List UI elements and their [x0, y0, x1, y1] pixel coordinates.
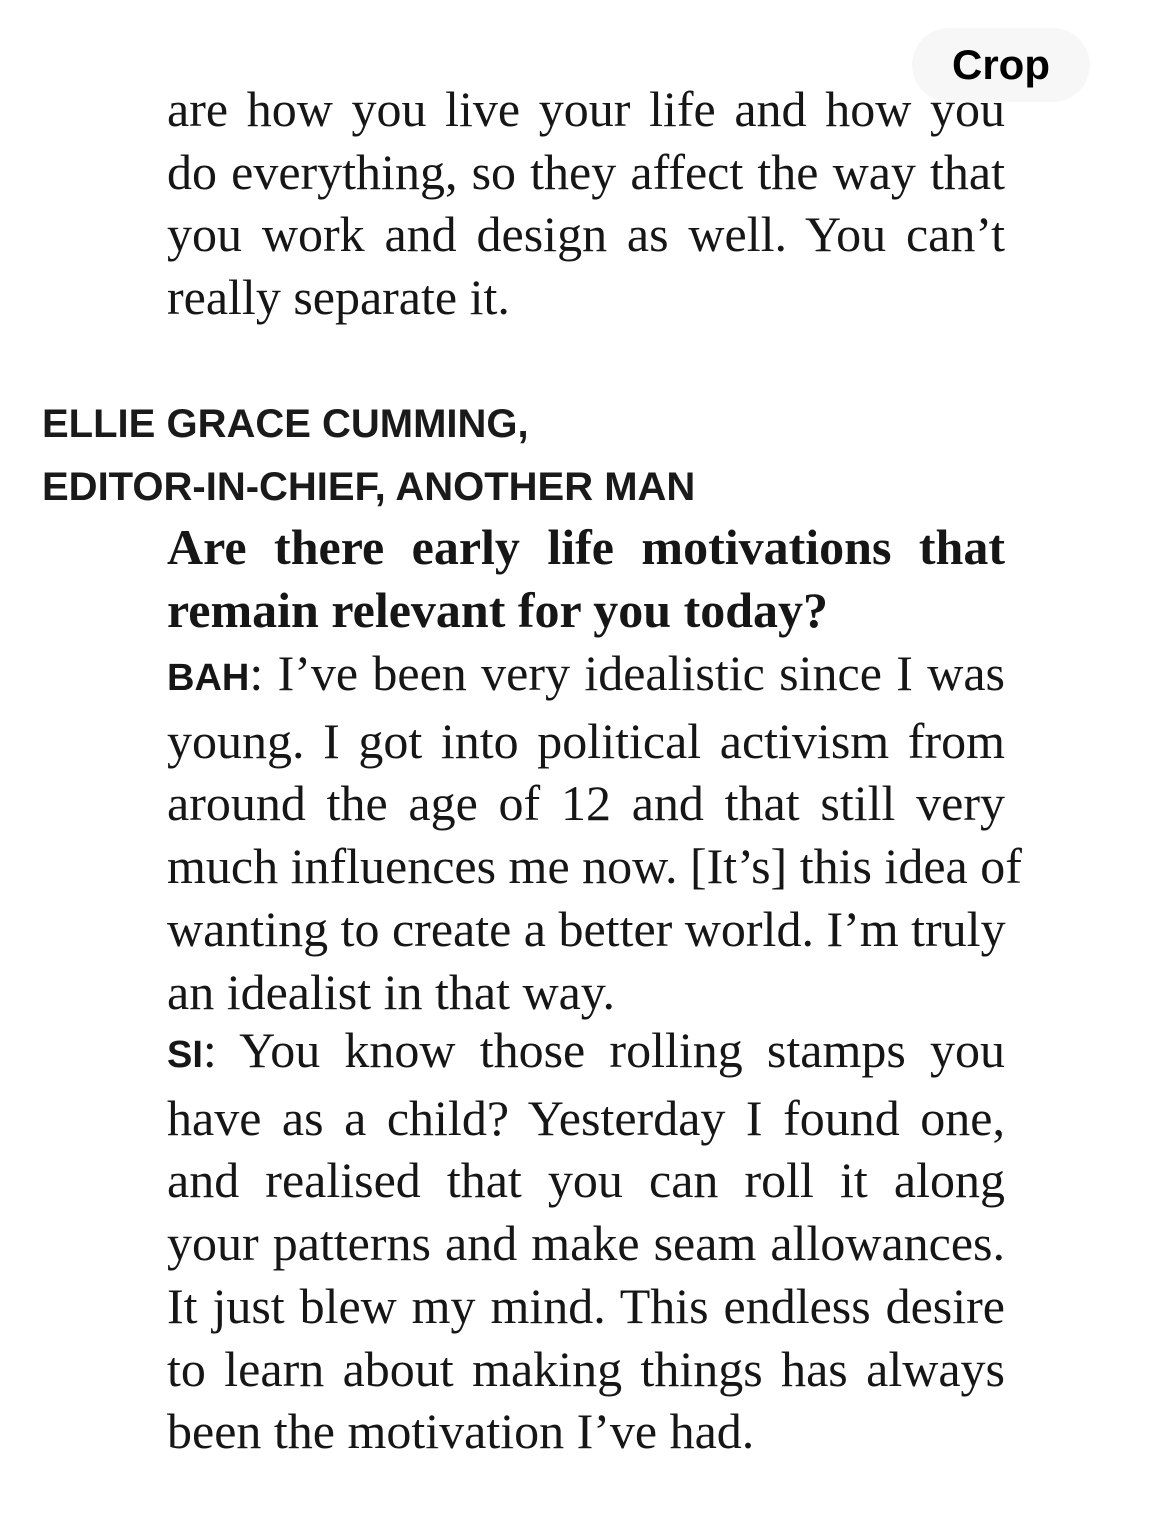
answer-bah [167, 642, 1022, 1023]
speaker-label: BAH [167, 657, 250, 699]
text-line: have as a child? Yesterday I found one, [167, 1089, 1005, 1146]
answer-text: : I’ve been very idealistic since I was [249, 645, 1005, 701]
text-line: and realised that you can roll it along [167, 1152, 1005, 1209]
text-line: to learn about making things has always [167, 1340, 1005, 1397]
speaker-label: SI [167, 1034, 203, 1076]
text-line: wanting to create a better world. I’m truly [167, 900, 1006, 957]
text-line: young. I got into political activism from [167, 712, 1005, 769]
text-line: It just blew my mind. This endless desire [167, 1277, 1005, 1334]
text-line: you work and design as well. You can’t [167, 206, 1005, 263]
answer-text: : You know those rolling stamps you [202, 1022, 1005, 1078]
text-line: around the age of 12 and that still very [167, 775, 1005, 832]
interview-question [167, 516, 1005, 641]
text-line: been the motivation I’ve had. [167, 1403, 755, 1460]
crop-button[interactable]: Crop [912, 28, 1090, 102]
text-line: your patterns and make seam allowances. [167, 1215, 1005, 1272]
section-heading-name: ELLIE GRACE CUMMING, [42, 402, 529, 446]
text-line [167, 1019, 1005, 1087]
text-line: do everything, so they affect the way that [167, 143, 1005, 200]
text-line: much influences me now. [It’s] this idea of [167, 838, 1022, 895]
text-line [167, 642, 1005, 710]
answer-si [167, 1019, 1005, 1463]
text-line: an idealist in that way. [167, 963, 616, 1020]
text-line: remain relevant for you today? [167, 581, 829, 638]
text-line: are how you live your life and how you [167, 81, 1005, 137]
text-line: really separate it. [167, 269, 510, 326]
text-line: Are there early life motivations that [167, 519, 1005, 575]
section-heading-title: EDITOR-IN-CHIEF, ANOTHER MAN [42, 465, 696, 509]
intro-paragraph [167, 78, 1005, 329]
